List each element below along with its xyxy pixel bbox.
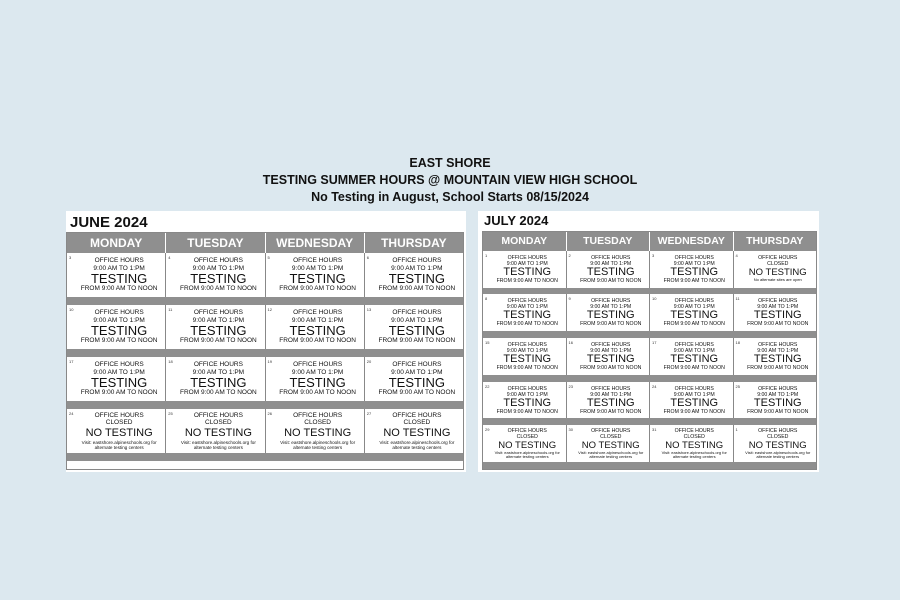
testing-status: TESTING (586, 396, 635, 409)
testing-hours-note: FROM 9:00 AM TO NOON (663, 321, 725, 328)
office-hours-time: 9:00 AM TO 1:PM (590, 304, 632, 311)
office-hours-time: 9:00 AM TO 1:PM (506, 347, 548, 354)
day-number: 26 (267, 411, 272, 416)
office-hours-time: 9:00 AM TO 1:PM (93, 316, 145, 324)
day-cell (266, 357, 365, 401)
day-cell (365, 357, 463, 401)
testing-hours-note: FROM 9:00 AM TO NOON (80, 285, 158, 293)
testing-hours-note: Visit: eastshore.alpineschools.org for alternate testing centers (180, 439, 256, 450)
testing-hours-note: Visit: eastshore.alpineschools.org for alternate testing centers (280, 439, 356, 450)
day-number: 27 (366, 411, 372, 416)
day-number: 23 (568, 383, 573, 389)
office-hours-label: OFFICE HOURS (94, 257, 144, 265)
testing-hours-note: FROM 9:00 AM TO NOON (747, 321, 809, 328)
day-number: 5 (267, 255, 270, 260)
office-hours-time: 9:00 AM TO 1:PM (673, 391, 715, 398)
testing-status: TESTING (670, 265, 719, 278)
office-hours-label: OFFICE HOURS (193, 309, 243, 317)
office-hours-label: OFFICE HOURS (293, 361, 343, 369)
week-row (483, 382, 816, 419)
day-number: 17 (652, 340, 657, 346)
office-hours-time: CLOSED (304, 419, 331, 427)
day-cell (567, 251, 651, 288)
testing-status: NO TESTING (748, 267, 807, 279)
day-cell (266, 253, 365, 297)
day-number: 20 (366, 359, 372, 364)
day-cell (166, 357, 265, 401)
testing-hours-note: Visit: eastshore.alpineschools.org for alternate testing centers (81, 439, 157, 450)
office-hours-time: 9:00 AM TO 1:PM (590, 260, 632, 267)
office-hours-time: 9:00 AM TO 1:PM (291, 316, 344, 324)
testing-hours-note: FROM 9:00 AM TO NOON (496, 277, 558, 284)
testing-hours-note: Visit: eastshore.alpineschools.org for alternate testing centers (494, 449, 560, 460)
calendar-grid (66, 232, 464, 470)
day-number: 18 (735, 340, 740, 346)
week-separator (483, 375, 816, 382)
weekday-header-monday: MONDAY (67, 233, 166, 253)
day-cell (734, 425, 817, 462)
testing-hours-note: FROM 9:00 AM TO NOON (180, 389, 257, 397)
week-separator (67, 297, 463, 305)
office-hours-label: OFFICE HOURS (674, 298, 714, 305)
office-hours-time: 9:00 AM TO 1:PM (93, 264, 145, 272)
day-cell (67, 409, 166, 453)
day-number: 12 (267, 307, 272, 312)
calendar-grid (482, 231, 817, 470)
day-cell (734, 338, 817, 375)
day-cell (734, 294, 817, 331)
office-hours-label: OFFICE HOURS (293, 309, 343, 317)
day-cell (650, 251, 734, 288)
testing-status: NO TESTING (184, 426, 252, 439)
calendar-title: JUNE 2024 (70, 214, 148, 231)
day-number: 18 (168, 359, 173, 364)
week-row (483, 294, 816, 331)
office-hours-label: OFFICE HOURS (674, 427, 714, 434)
week-separator (67, 453, 463, 461)
testing-hours-note: FROM 9:00 AM TO NOON (279, 285, 356, 293)
office-hours-label: OFFICE HOURS (758, 341, 798, 348)
office-hours-time: 9:00 AM TO 1:PM (391, 316, 443, 324)
office-hours-time: 9:00 AM TO 1:PM (192, 264, 245, 272)
testing-hours-note: FROM 9:00 AM TO NOON (580, 364, 642, 371)
testing-hours-note: FROM 9:00 AM TO NOON (496, 321, 558, 328)
day-cell (67, 305, 166, 349)
day-number: 31 (652, 427, 657, 433)
testing-hours-note: FROM 9:00 AM TO NOON (747, 364, 809, 371)
office-hours-time: 9:00 AM TO 1:PM (590, 347, 632, 354)
testing-status: TESTING (289, 375, 346, 391)
testing-status: TESTING (753, 352, 802, 365)
office-hours-label: OFFICE HOURS (758, 255, 798, 262)
office-hours-time: CLOSED (403, 419, 431, 427)
day-cell (567, 382, 651, 419)
day-number: 1 (485, 252, 488, 258)
testing-hours-note: Visit: eastshore.alpineschools.org for alternate testing centers (745, 449, 811, 460)
week-row (483, 251, 816, 288)
day-number: 3 (69, 255, 72, 260)
day-number: 19 (267, 359, 272, 364)
testing-hours-note: FROM 9:00 AM TO NOON (378, 285, 456, 293)
office-hours-label: OFFICE HOURS (758, 298, 798, 305)
day-cell (365, 253, 463, 297)
testing-status: TESTING (388, 323, 446, 339)
office-hours-time: 9:00 AM TO 1:PM (673, 347, 715, 354)
day-cell (483, 425, 567, 462)
office-hours-time: 9:00 AM TO 1:PM (192, 316, 245, 324)
testing-status: TESTING (503, 265, 552, 278)
day-number: 24 (652, 383, 657, 389)
office-hours-label: OFFICE HOURS (674, 385, 714, 392)
day-number: 24 (69, 411, 74, 416)
day-number: 6 (366, 255, 369, 260)
testing-status: TESTING (503, 309, 552, 322)
office-hours-label: OFFICE HOURS (758, 427, 798, 434)
day-cell (266, 409, 365, 453)
testing-status: TESTING (586, 352, 635, 365)
day-cell (483, 382, 567, 419)
testing-status: TESTING (388, 375, 446, 391)
day-cell (567, 338, 651, 375)
day-number: 13 (366, 307, 372, 312)
office-hours-label: OFFICE HOURS (591, 385, 631, 392)
july-calendar (478, 211, 819, 472)
header-school-name: EAST SHORE (409, 156, 491, 170)
week-separator (483, 288, 816, 295)
testing-hours-note: FROM 9:00 AM TO NOON (496, 364, 558, 371)
weekday-header-monday: MONDAY (483, 232, 567, 251)
testing-hours-note: FROM 9:00 AM TO NOON (496, 408, 558, 415)
office-hours-label: OFFICE HOURS (94, 309, 144, 317)
calendar-title: JULY 2024 (484, 213, 549, 228)
office-hours-label: OFFICE HOURS (293, 257, 343, 265)
testing-hours-note: FROM 9:00 AM TO NOON (279, 337, 356, 345)
testing-status: TESTING (90, 323, 148, 339)
testing-status: TESTING (190, 271, 247, 287)
testing-hours-note: FROM 9:00 AM TO NOON (663, 364, 725, 371)
office-hours-label: OFFICE HOURS (507, 341, 547, 348)
testing-status: TESTING (90, 271, 148, 287)
testing-status: TESTING (289, 323, 346, 339)
testing-hours-note: FROM 9:00 AM TO NOON (378, 337, 456, 345)
day-cell (483, 251, 567, 288)
office-hours-label: OFFICE HOURS (674, 341, 714, 348)
testing-hours-note: FROM 9:00 AM TO NOON (580, 408, 642, 415)
office-hours-time: 9:00 AM TO 1:PM (391, 368, 443, 376)
day-cell (567, 294, 651, 331)
week-row (67, 253, 463, 297)
office-hours-label: OFFICE HOURS (392, 257, 442, 265)
day-cell (483, 338, 567, 375)
testing-status: NO TESTING (85, 426, 153, 439)
weekday-header-thursday: THURSDAY (381, 236, 447, 250)
testing-hours-note: No alternate sites are open (753, 277, 802, 283)
office-hours-time: 9:00 AM TO 1:PM (192, 368, 245, 376)
office-hours-label: OFFICE HOURS (193, 361, 243, 369)
day-number: 4 (735, 252, 738, 258)
day-number: 22 (485, 383, 490, 389)
day-cell (365, 305, 463, 349)
header-subtitle: No Testing in August, School Starts 08/15/2024 (311, 190, 589, 204)
office-hours-time: CLOSED (767, 433, 789, 440)
office-hours-label: OFFICE HOURS (507, 254, 547, 261)
office-hours-label: OFFICE HOURS (392, 309, 442, 317)
day-number: 25 (735, 383, 740, 389)
testing-status: NO TESTING (665, 439, 724, 451)
june-calendar (66, 211, 466, 472)
day-number: 16 (568, 340, 573, 346)
week-row (67, 409, 463, 453)
day-number: 25 (168, 411, 173, 416)
week-separator (67, 349, 463, 357)
week-separator (483, 462, 816, 469)
day-cell (166, 253, 265, 297)
day-cell (734, 251, 817, 288)
office-hours-time: 9:00 AM TO 1:PM (506, 260, 548, 267)
page-header (0, 155, 900, 206)
office-hours-time: 9:00 AM TO 1:PM (291, 264, 344, 272)
day-number: 8 (485, 296, 488, 302)
week-row (67, 305, 463, 349)
office-hours-time: 9:00 AM TO 1:PM (391, 264, 443, 272)
testing-status: NO TESTING (383, 426, 451, 439)
header-title: TESTING SUMMER HOURS @ MOUNTAIN VIEW HIGH SCHOOL (262, 173, 638, 187)
testing-status: NO TESTING (284, 426, 352, 439)
day-number: 15 (485, 340, 490, 346)
testing-status: TESTING (753, 396, 802, 409)
week-separator (483, 331, 816, 338)
testing-hours-note: Visit: eastshore.alpineschools.org for alternate testing centers (379, 439, 455, 450)
testing-hours-note: FROM 9:00 AM TO NOON (663, 408, 725, 415)
office-hours-label: OFFICE HOURS (758, 385, 798, 392)
office-hours-label: OFFICE HOURS (193, 411, 243, 419)
day-number: 10 (652, 296, 657, 302)
day-number: 17 (69, 359, 74, 364)
testing-status: TESTING (586, 265, 635, 278)
week-row (483, 425, 816, 462)
day-number: 9 (568, 296, 571, 302)
office-hours-time: CLOSED (767, 261, 789, 268)
day-cell (650, 382, 734, 419)
testing-hours-note: Visit: eastshore.alpineschools.org for alternate testing centers (661, 449, 727, 460)
testing-hours-note: FROM 9:00 AM TO NOON (180, 337, 257, 345)
testing-status: TESTING (90, 375, 148, 391)
office-hours-time: 9:00 AM TO 1:PM (506, 304, 548, 311)
testing-status: TESTING (670, 309, 719, 322)
day-cell (567, 425, 651, 462)
office-hours-time: 9:00 AM TO 1:PM (673, 304, 715, 311)
office-hours-label: OFFICE HOURS (591, 427, 631, 434)
testing-hours-note: FROM 9:00 AM TO NOON (663, 277, 725, 284)
day-cell (734, 382, 817, 419)
day-number: 10 (69, 307, 74, 312)
day-number: 29 (485, 427, 490, 433)
office-hours-label: OFFICE HOURS (674, 254, 714, 261)
week-row (483, 338, 816, 375)
day-cell (266, 305, 365, 349)
testing-status: TESTING (503, 352, 552, 365)
testing-status: TESTING (388, 271, 446, 287)
week-separator (67, 401, 463, 409)
office-hours-label: OFFICE HOURS (94, 411, 144, 419)
office-hours-time: 9:00 AM TO 1:PM (757, 391, 799, 398)
office-hours-time: CLOSED (683, 433, 705, 440)
office-hours-label: OFFICE HOURS (392, 361, 442, 369)
office-hours-label: OFFICE HOURS (94, 361, 144, 369)
day-number: 11 (168, 307, 173, 312)
week-row (67, 357, 463, 401)
weekday-header-tuesday: TUESDAY (166, 233, 265, 253)
day-cell (483, 294, 567, 331)
office-hours-time: 9:00 AM TO 1:PM (590, 391, 632, 398)
office-hours-time: 9:00 AM TO 1:PM (673, 260, 715, 267)
testing-status: NO TESTING (581, 439, 640, 451)
day-cell (365, 409, 463, 453)
office-hours-label: OFFICE HOURS (507, 385, 547, 392)
weekday-header-tuesday: TUESDAY (567, 232, 651, 251)
testing-status: TESTING (753, 309, 802, 322)
office-hours-time: CLOSED (205, 419, 232, 427)
testing-status: TESTING (586, 309, 635, 322)
office-hours-label: OFFICE HOURS (591, 254, 631, 261)
day-number: 1 (735, 427, 738, 433)
day-cell (166, 305, 265, 349)
office-hours-time: CLOSED (516, 433, 538, 440)
testing-hours-note: FROM 9:00 AM TO NOON (279, 389, 356, 397)
office-hours-time: CLOSED (105, 419, 133, 427)
day-number: 4 (168, 255, 171, 260)
testing-hours-note: FROM 9:00 AM TO NOON (80, 389, 158, 397)
testing-status: TESTING (670, 396, 719, 409)
weekday-header-wednesday: WEDNESDAY (650, 232, 734, 251)
testing-hours-note: FROM 9:00 AM TO NOON (80, 337, 158, 345)
testing-hours-note: FROM 9:00 AM TO NOON (180, 285, 257, 293)
day-cell (166, 409, 265, 453)
day-number: 11 (735, 296, 740, 302)
weekday-header-row (67, 233, 463, 253)
office-hours-label: OFFICE HOURS (392, 411, 442, 419)
office-hours-time: 9:00 AM TO 1:PM (506, 391, 548, 398)
office-hours-label: OFFICE HOURS (591, 298, 631, 305)
testing-status: TESTING (289, 271, 346, 287)
office-hours-time: 9:00 AM TO 1:PM (93, 368, 145, 376)
office-hours-label: OFFICE HOURS (591, 341, 631, 348)
day-cell (67, 357, 166, 401)
office-hours-label: OFFICE HOURS (507, 427, 547, 434)
office-hours-time: 9:00 AM TO 1:PM (757, 347, 799, 354)
day-cell (650, 338, 734, 375)
weekday-header-wednesday: WEDNESDAY (266, 233, 365, 253)
day-number: 30 (568, 427, 573, 433)
testing-hours-note: FROM 9:00 AM TO NOON (580, 321, 642, 328)
testing-status: TESTING (190, 323, 247, 339)
testing-status: NO TESTING (748, 439, 807, 451)
office-hours-label: OFFICE HOURS (293, 411, 343, 419)
day-number: 3 (652, 252, 655, 258)
week-separator (483, 418, 816, 425)
testing-status: TESTING (670, 352, 719, 365)
office-hours-time: 9:00 AM TO 1:PM (757, 304, 799, 311)
weekday-header-row (483, 232, 816, 251)
testing-hours-note: FROM 9:00 AM TO NOON (378, 389, 456, 397)
office-hours-label: OFFICE HOURS (193, 257, 243, 265)
office-hours-time: CLOSED (600, 433, 622, 440)
day-number: 2 (568, 252, 571, 258)
testing-hours-note: FROM 9:00 AM TO NOON (747, 408, 809, 415)
testing-hours-note: FROM 9:00 AM TO NOON (580, 277, 642, 284)
testing-status: TESTING (190, 375, 247, 391)
day-cell (650, 294, 734, 331)
testing-status: TESTING (503, 396, 552, 409)
day-cell (67, 253, 166, 297)
testing-status: NO TESTING (498, 439, 557, 451)
weekday-header-thursday: THURSDAY (746, 235, 804, 248)
office-hours-label: OFFICE HOURS (507, 298, 547, 305)
office-hours-time: 9:00 AM TO 1:PM (291, 368, 344, 376)
testing-hours-note: Visit: eastshore.alpineschools.org for alternate testing centers (578, 449, 644, 460)
day-cell (650, 425, 734, 462)
